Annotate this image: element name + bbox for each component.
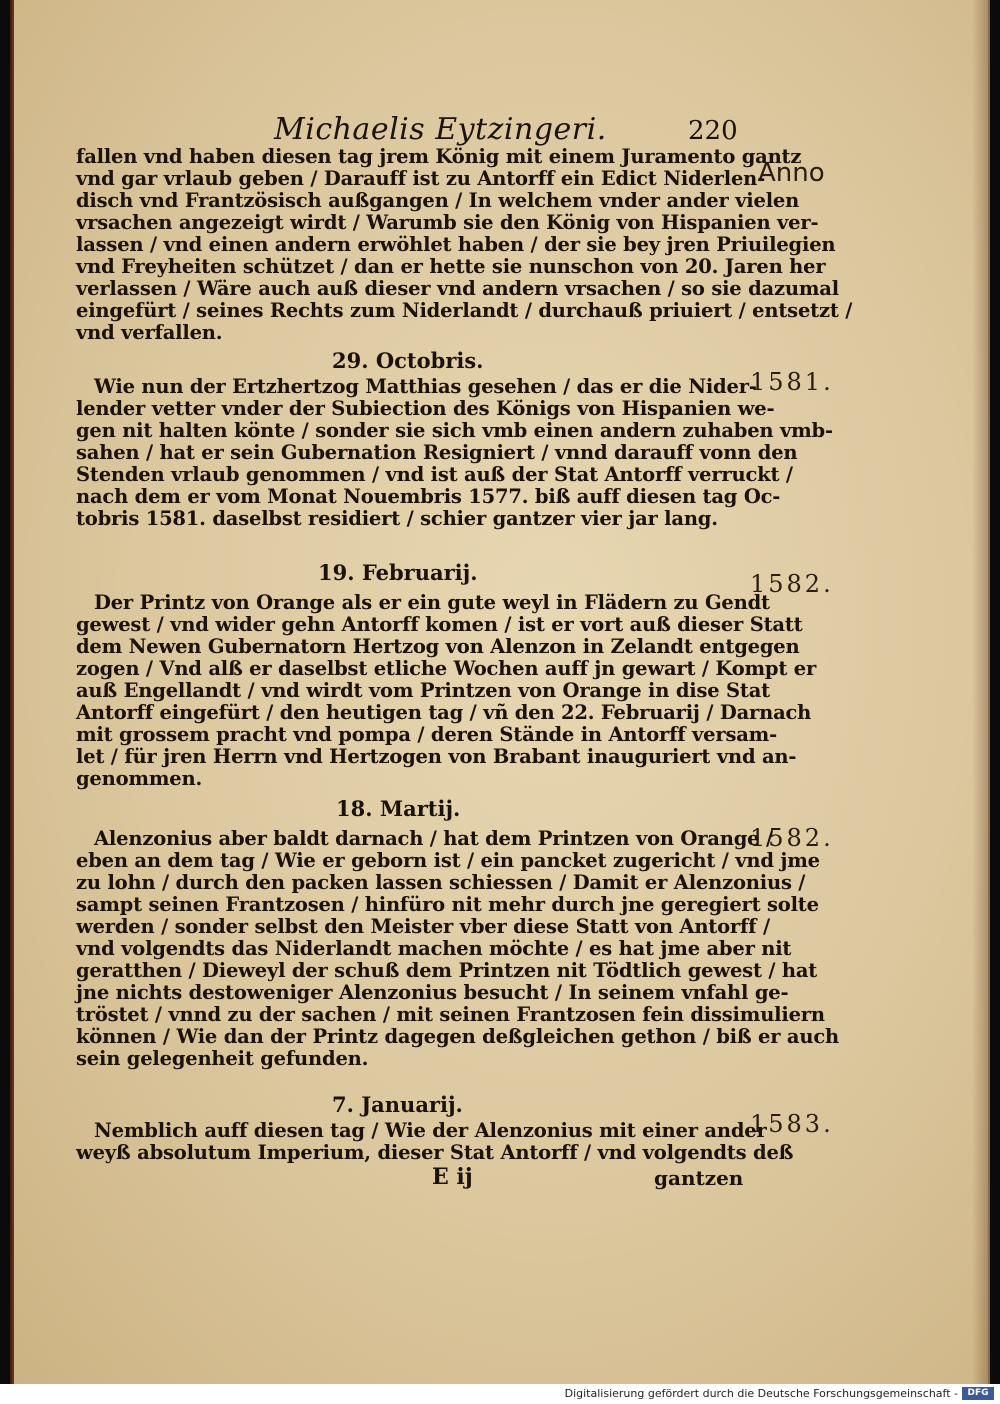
text-line: verlassen / Wäre auch auß dieser vnd andern vrsachen / so sie dazumal — [76, 277, 839, 300]
text-line: geratthen / Dieweyl der schuß dem Printzen nit Tödtlich gewest / hat — [76, 959, 818, 982]
text-line: nach dem er vom Monat Nouembris 1577. biß auff diesen tag Oc- — [76, 485, 781, 508]
margin-year: 1583. — [750, 1110, 834, 1138]
text-line: vrsachen angezeigt wirdt / Warumb sie den König von Hispanien ver- — [76, 211, 819, 234]
text-line: tobris 1581. daselbst residiert / schier gantzer vier jar lang. — [76, 507, 718, 530]
text-line: Antorff eingefürt / den heutigen tag / vñ den 22. Februarij / Darnach — [76, 701, 812, 724]
text-line: zogen / Vnd alß er daselbst etliche Wochen auff jn gewart / Kompt er — [76, 657, 817, 680]
text-line: vnd verfallen. — [76, 321, 223, 344]
text-line: gewest / vnd wider gehn Antorff komen / ist er vort auß dieser Statt — [76, 613, 803, 636]
text-line: vnd Freyheiten schützet / dan er hette sie nunschon von 20. Jaren her — [76, 255, 826, 278]
dfg-logo-icon[interactable]: DFG — [962, 1387, 994, 1400]
signature-mark: E ij — [432, 1164, 473, 1190]
section-heading: 7. Januarij. — [332, 1092, 463, 1117]
text-line: eben an dem tag / Wie er geborn ist / ein pancket zugericht / vnd jme — [76, 849, 820, 872]
running-title: Michaelis Eytzingeri. — [274, 112, 607, 147]
footer-credit: Digitalisierung gefördert durch die Deutsche Forschungsgemeinschaft - — [564, 1387, 958, 1400]
section-heading: 29. Octobris. — [332, 348, 484, 373]
text-line: let / für jren Herrn vnd Hertzogen von Brabant inauguriert vnd an- — [76, 745, 797, 768]
book-page — [14, 0, 990, 1384]
text-line: können / Wie dan der Printz dagegen deßgleichen gethon / biß er auch — [76, 1025, 839, 1048]
catchword: gantzen — [654, 1166, 744, 1190]
page-number: 220 — [688, 116, 738, 146]
text-line: Nemblich auff diesen tag / Wie der Alenzonius mit einer ander — [94, 1119, 767, 1142]
text-line: jne nichts destoweniger Alenzonius besucht / In seinem vnfahl ge- — [76, 981, 789, 1004]
text-line: vnd gar vrlaub geben / Darauff ist zu Antorff ein Edict Niderlen- — [76, 167, 766, 190]
text-line: mit grossem pracht vnd pompa / deren Stände in Antorff versam- — [76, 723, 778, 746]
text-line: sein gelegenheit gefunden. — [76, 1047, 369, 1070]
margin-label-anno: Anno — [758, 158, 825, 188]
text-line: sahen / hat er sein Gubernation Resigniert / vnnd darauff vonn den — [76, 441, 798, 464]
text-line: fallen vnd haben diesen tag jrem König mit einem Juramento gantz — [76, 145, 802, 168]
text-line: genommen. — [76, 767, 203, 790]
text-line: vnd volgendts das Niderlandt machen möchte / es hat jme aber nit — [76, 937, 792, 960]
text-line: weyß absolutum Imperium, dieser Stat Antorff / vnd volgendts deß — [76, 1141, 794, 1164]
text-line: lassen / vnd einen andern erwöhlet haben / der sie bey jren Priuilegien — [76, 233, 836, 256]
text-line: dem Newen Gubernatorn Hertzog von Alenzon in Zelandt entgegen — [76, 635, 800, 658]
text-line: auß Engellandt / vnd wirdt vom Printzen von Orange in dise Stat — [76, 679, 770, 702]
margin-year: 1582. — [750, 824, 834, 852]
section-heading: 18. Martij. — [336, 796, 461, 821]
section-heading: 19. Februarij. — [318, 560, 478, 585]
text-line: gen nit halten könte / sonder sie sich vmb einen andern zuhaben vmb- — [76, 419, 833, 442]
footer-bar — [0, 1384, 1000, 1404]
text-line: Alenzonius aber baldt darnach / hat dem Printzen von Orange / — [94, 827, 773, 850]
margin-year: 1582. — [750, 570, 834, 598]
text-line: eingefürt / seines Rechts zum Niderlandt / durchauß priuiert / entsetzt / — [76, 299, 853, 322]
text-line: disch vnd Frantzösisch außgangen / In welchem vnder ander vielen — [76, 189, 800, 212]
margin-year: 1581. — [750, 368, 834, 396]
text-line: lender vetter vnder der Subiection des Königs von Hispanien we- — [76, 397, 775, 420]
text-line: Wie nun der Ertzhertzog Matthias gesehen / das er die Nider- — [94, 375, 757, 398]
text-line: werden / sonder selbst den Meister vber diese Statt von Antorff / — [76, 915, 770, 938]
text-line: Der Printz von Orange als er ein gute weyl in Flädern zu Gendt — [94, 591, 770, 614]
text-line: tröstet / vnnd zu der sachen / mit seinen Frantzosen fein dissimuliern — [76, 1003, 825, 1026]
text-line: sampt seinen Frantzosen / hinfüro nit mehr durch jne geregiert solte — [76, 893, 819, 916]
text-line: zu lohn / durch den packen lassen schiessen / Damit er Alenzonius / — [76, 871, 806, 894]
text-line: Stenden vrlaub genommen / vnd ist auß der Stat Antorff verruckt / — [76, 463, 793, 486]
